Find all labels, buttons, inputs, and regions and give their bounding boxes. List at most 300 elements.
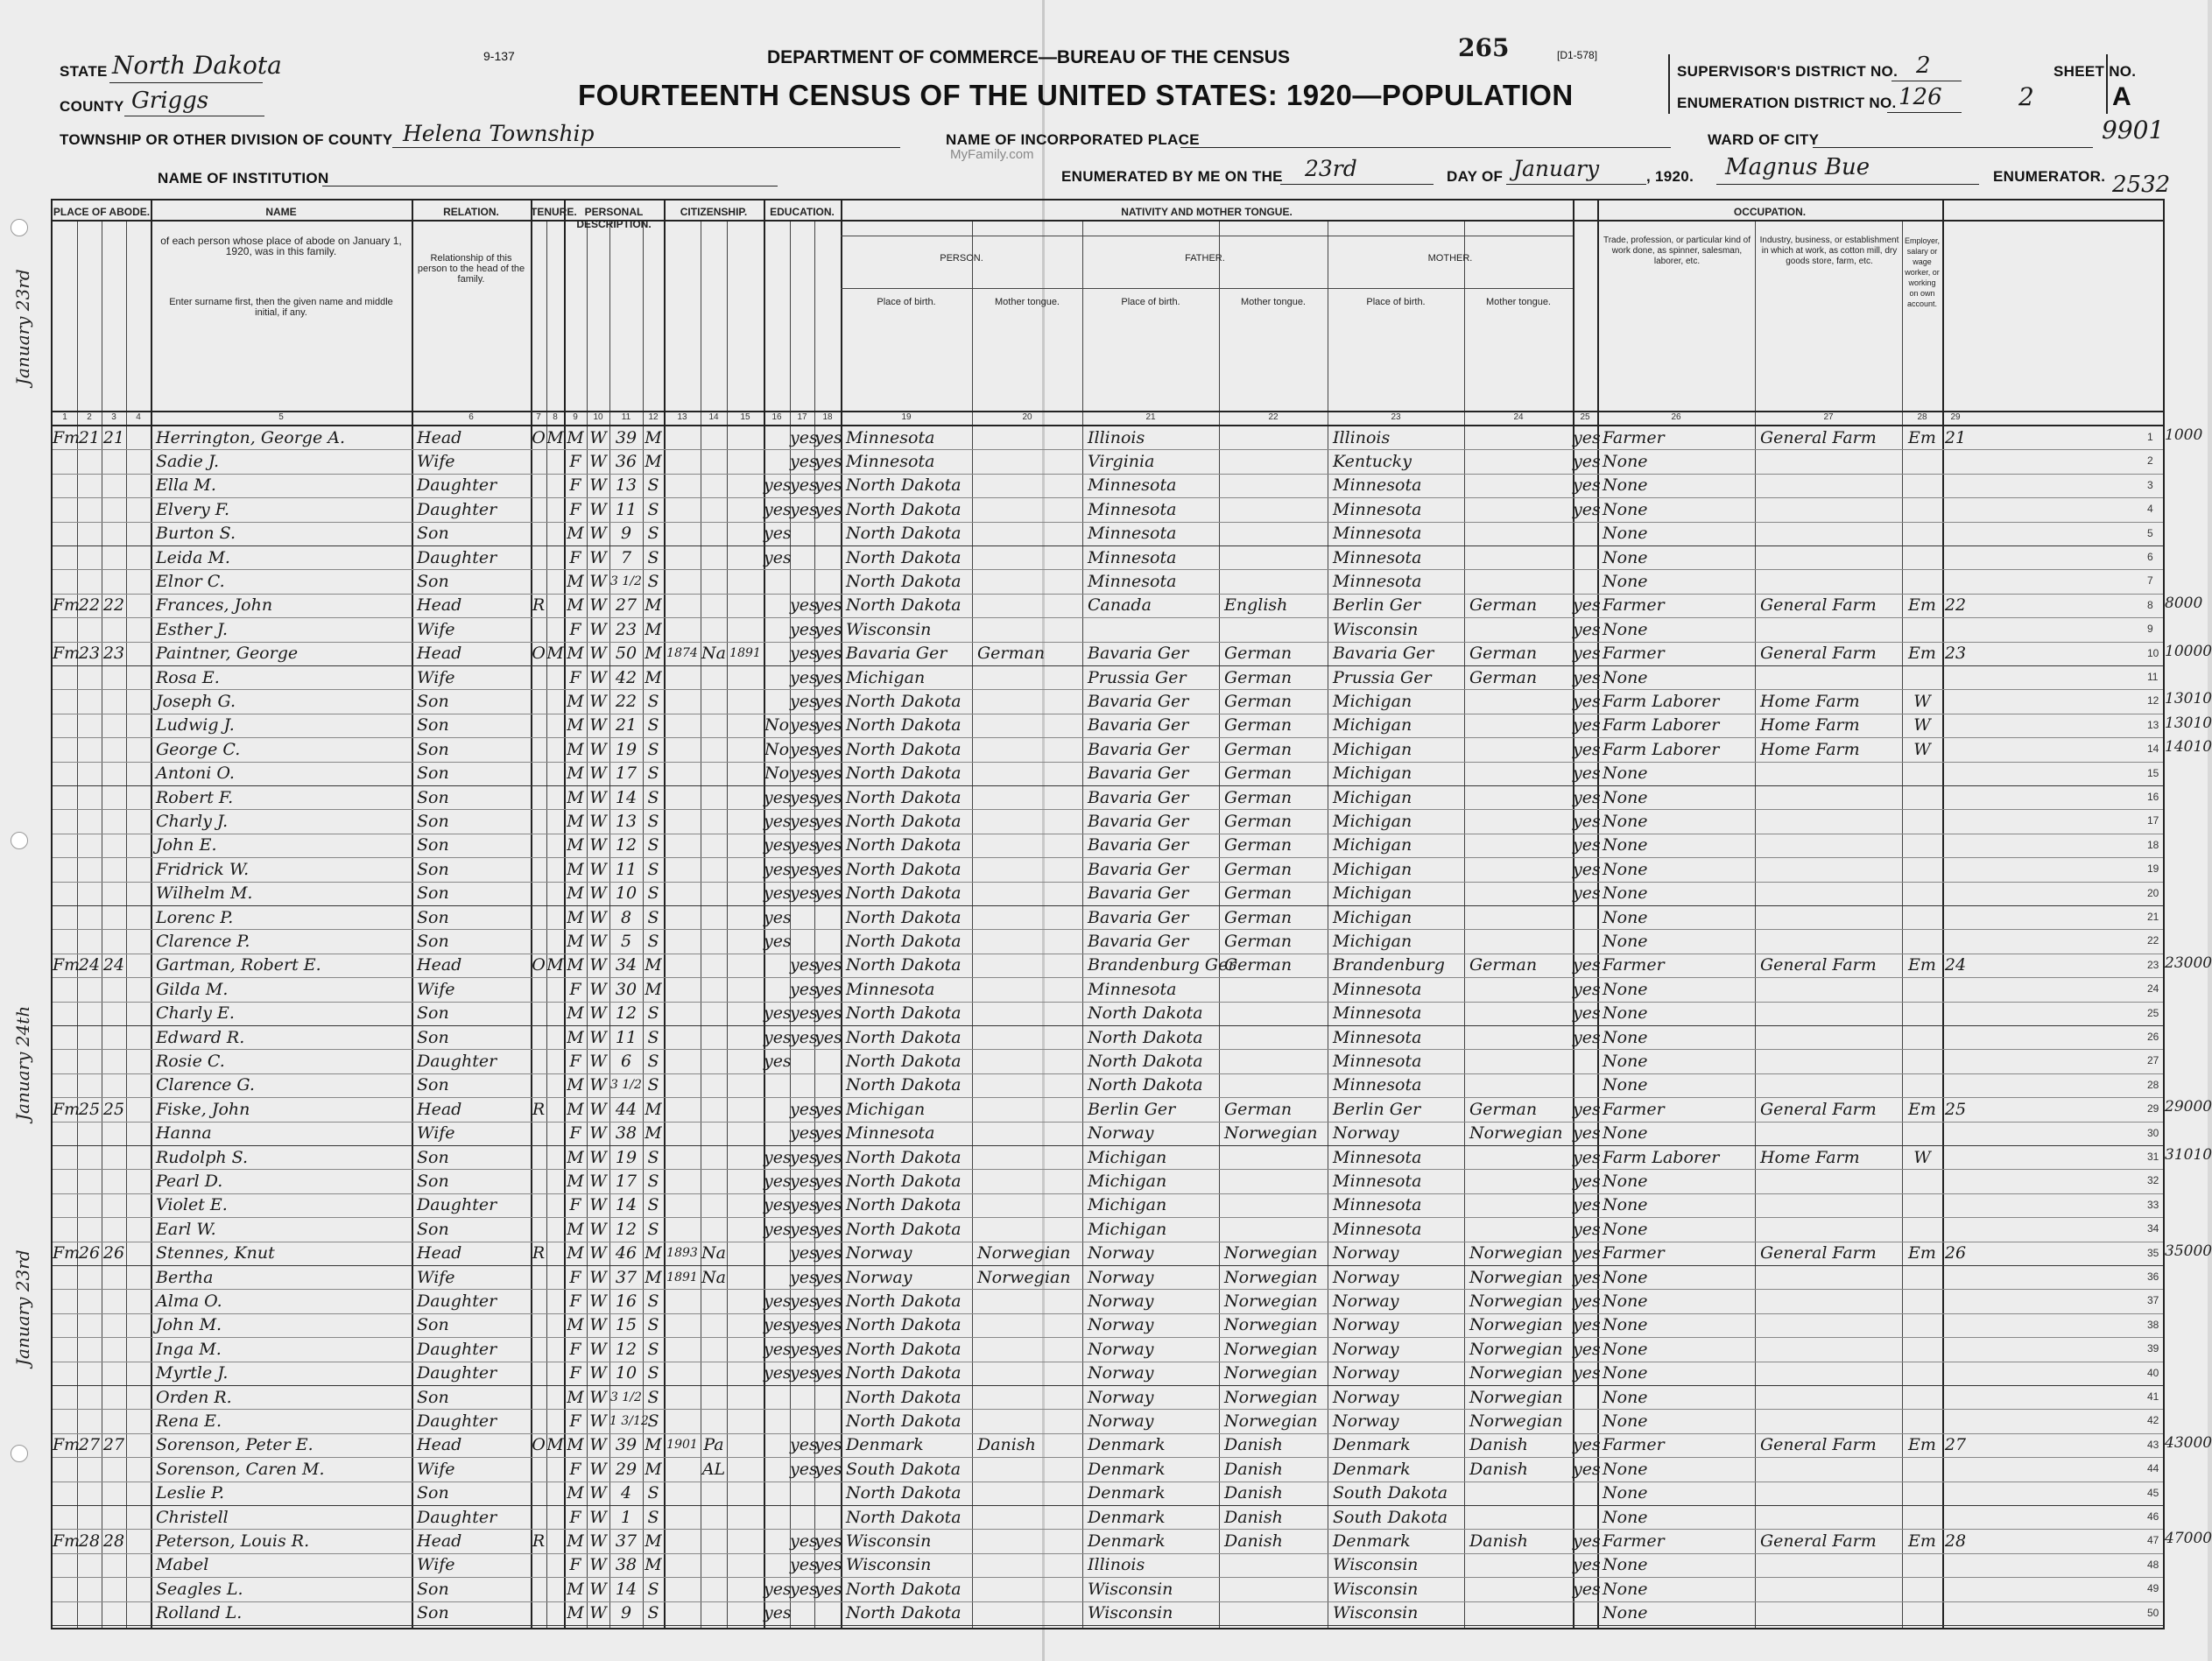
cell-sch: yes <box>764 1147 792 1167</box>
cell-mt <box>977 905 1082 929</box>
cell-natyr <box>727 569 764 593</box>
cell-race: W <box>589 932 607 952</box>
cell-pob: Minnesota <box>846 452 935 472</box>
cell-mpob: Minnesota <box>1333 979 1422 999</box>
cell-ms: S <box>647 1507 659 1527</box>
cell-farm: 24 <box>1944 955 1967 975</box>
cell-natyr <box>727 1073 764 1097</box>
cell-rel: Wife <box>417 452 455 472</box>
cell-rel: Son <box>417 1483 449 1503</box>
cell-own <box>531 1601 546 1625</box>
cell-natyr <box>727 1242 764 1265</box>
cell-sch <box>764 1097 790 1121</box>
cell-mmt <box>1469 785 1573 809</box>
cell-mort <box>546 689 564 713</box>
cell-mt <box>977 1169 1082 1193</box>
row-code: 8000 <box>2165 594 2203 612</box>
cell-fn <box>102 449 126 473</box>
cell-st <box>53 929 77 953</box>
cell-eng: yes <box>1573 1243 1601 1263</box>
cell-nat <box>701 1337 727 1361</box>
cell-fmt <box>1224 617 1328 641</box>
cell-race: W <box>589 1027 607 1047</box>
cell-age: 11 <box>615 859 638 879</box>
sheet-label: SHEET NO. <box>2053 63 2137 80</box>
cell-occ: None <box>1603 835 1648 855</box>
cell-fpob: Wisconsin <box>1088 1579 1173 1599</box>
cell-imm <box>664 665 701 689</box>
cell-age: 12 <box>615 1339 638 1359</box>
cell-read: yes <box>790 1291 818 1312</box>
cell-own <box>531 857 546 881</box>
cell-pob: North Dakota <box>846 932 962 952</box>
cell-mpob: Bavaria Ger <box>1333 644 1434 664</box>
cell-sex: F <box>569 452 581 472</box>
cell-fn <box>102 1049 126 1073</box>
cell-fmt: German <box>1224 787 1293 807</box>
cell-fpob: Denmark <box>1088 1435 1166 1455</box>
cell-sch: yes <box>764 524 792 544</box>
cell-fn <box>102 1265 126 1289</box>
cell-emp: Em <box>1908 955 1936 975</box>
cell-sex: M <box>567 932 584 952</box>
table-row <box>53 1362 2163 1386</box>
cell-fn <box>102 785 126 809</box>
cell-emp <box>1902 1409 1942 1432</box>
cell-age: 3 1/2 <box>610 1390 642 1404</box>
cell-fpob: Canada <box>1088 595 1152 616</box>
cell-pob: North Dakota <box>846 1507 962 1527</box>
cell-rel: Son <box>417 859 449 879</box>
cell-write: yes <box>814 787 842 807</box>
cell-read: yes <box>790 715 818 735</box>
cell-own <box>531 882 546 905</box>
cell-mort <box>546 1289 564 1313</box>
cell-pob: North Dakota <box>846 595 962 616</box>
cell-occ: None <box>1603 1363 1648 1383</box>
line-number: 50 <box>2147 1606 2159 1619</box>
cell-rel: Daughter <box>417 547 497 567</box>
cell-nat <box>701 1193 727 1217</box>
cell-fmt <box>1224 1169 1328 1193</box>
cell-mt <box>977 1337 1082 1361</box>
cell-read: yes <box>790 1027 818 1047</box>
cell-read <box>790 522 814 545</box>
cell-mmt <box>1469 905 1573 929</box>
cell-fmt <box>1224 1025 1328 1049</box>
cell-hn <box>77 737 102 761</box>
cell-own <box>531 1025 546 1049</box>
cell-imm <box>664 977 701 1001</box>
cell-st: Fm <box>53 644 81 664</box>
table-row <box>53 1265 2163 1290</box>
line-number: 39 <box>2147 1342 2159 1355</box>
cell-mt: Norwegian <box>977 1243 1071 1263</box>
cell-natyr <box>727 1025 764 1049</box>
cell-farm <box>1942 1073 1969 1097</box>
cell-read: yes <box>790 1123 818 1144</box>
cell-rel: Son <box>417 715 449 735</box>
cell-race: W <box>589 524 607 544</box>
cell-sex: M <box>567 595 584 616</box>
cell-write: yes <box>814 619 842 639</box>
cell-fmt <box>1224 1073 1328 1097</box>
cell-name: Herrington, George A. <box>156 427 345 447</box>
cell-ind <box>1760 1409 1902 1432</box>
cell-sex: M <box>567 644 584 664</box>
cell-farm: 26 <box>1944 1243 1967 1263</box>
cell-pob: North Dakota <box>846 812 962 832</box>
cell-imm <box>664 882 701 905</box>
cell-age: 7 <box>620 547 632 567</box>
cell-fmt <box>1224 1577 1328 1601</box>
line-number: 15 <box>2147 766 2159 779</box>
cell-fmt: German <box>1224 859 1293 879</box>
cell-fn <box>102 809 126 833</box>
cell-emp <box>1902 1601 1942 1625</box>
cell-imm <box>664 1002 701 1025</box>
cell-fn <box>102 834 126 857</box>
cell-age: 12 <box>615 1003 638 1024</box>
cell-read: yes <box>790 1531 818 1552</box>
cell-eng: yes <box>1573 859 1601 879</box>
cell-farm <box>1942 1265 1969 1289</box>
cell-mt <box>977 737 1082 761</box>
cell-occ: None <box>1603 499 1648 519</box>
cell-natyr <box>727 905 764 929</box>
cell-farm: 21 <box>1944 427 1967 447</box>
cell-nat <box>701 1049 727 1073</box>
cell-read: yes <box>790 595 818 616</box>
cell-own <box>531 1457 546 1481</box>
cell-name: Sorenson, Caren M. <box>156 1459 325 1479</box>
cell-sch: yes <box>764 1315 792 1335</box>
cell-ms: S <box>647 1075 659 1095</box>
cell-occ: None <box>1603 619 1648 639</box>
column-number: 29 <box>1950 412 1961 422</box>
cell-fmt <box>1224 1553 1328 1577</box>
cell-pob: North Dakota <box>846 499 962 519</box>
cell-sex: M <box>567 835 584 855</box>
cell-fn <box>102 474 126 497</box>
cell-mmt: Norwegian <box>1469 1411 1563 1432</box>
cell-own <box>531 1313 546 1337</box>
cell-name: Joseph G. <box>156 692 236 712</box>
cell-own <box>531 1553 546 1577</box>
cell-sex: M <box>567 812 584 832</box>
cell-write: yes <box>814 1363 842 1383</box>
cell-pob: Norway <box>846 1243 912 1263</box>
cell-fn <box>102 929 126 953</box>
cell-mmt: German <box>1469 1099 1538 1119</box>
cell-nat <box>701 1122 727 1145</box>
cell-rel: Daughter <box>417 1411 497 1432</box>
cell-race: W <box>589 1147 607 1167</box>
cell-st: Fm <box>53 955 81 975</box>
column-number: 1 <box>62 412 67 422</box>
cell-st <box>53 1362 77 1385</box>
cell-farm <box>1942 617 1969 641</box>
cell-hn <box>77 1553 102 1577</box>
cell-eng: yes <box>1573 595 1601 616</box>
cell-ms: S <box>647 859 659 879</box>
cell-occ: None <box>1603 1172 1648 1192</box>
cell-read <box>790 1049 814 1073</box>
cell-farm <box>1942 1217 1969 1241</box>
cell-write: yes <box>814 883 842 904</box>
group-heading-abode: PLACE OF ABODE. <box>53 206 151 218</box>
cell-rel: Daughter <box>417 1291 497 1312</box>
cell-hn <box>77 1505 102 1529</box>
cell-sex: F <box>569 667 581 687</box>
cell-hn <box>77 882 102 905</box>
cell-natyr <box>727 1529 764 1552</box>
line-number: 34 <box>2147 1222 2159 1235</box>
table-row <box>53 1169 2163 1193</box>
row-code: 1000 <box>2165 426 2203 444</box>
table-row <box>53 1313 2163 1338</box>
cell-mpob: Michigan <box>1333 859 1412 879</box>
cell-ms: S <box>647 1291 659 1312</box>
cell-emp <box>1902 1169 1942 1193</box>
cell-hn <box>77 1482 102 1505</box>
cell-fmt: Norwegian <box>1224 1291 1318 1312</box>
cell-occ: None <box>1603 1267 1648 1287</box>
cell-fn <box>102 762 126 785</box>
table-row <box>53 857 2163 882</box>
cell-mpob: Minnesota <box>1333 572 1422 592</box>
cell-imm <box>664 1049 701 1073</box>
cell-mmt: Danish <box>1469 1531 1528 1552</box>
cell-fmt: German <box>1224 1099 1293 1119</box>
cell-ms: S <box>647 1172 659 1192</box>
cell-nat <box>701 1145 727 1169</box>
cell-pob: North Dakota <box>846 1195 962 1215</box>
cell-pob: Michigan <box>846 1099 926 1119</box>
cell-read: yes <box>790 1315 818 1335</box>
cell-st <box>53 857 77 881</box>
cell-ms: M <box>645 1531 662 1552</box>
cell-rel: Son <box>417 883 449 904</box>
line-number: 47 <box>2147 1534 2159 1547</box>
cell-write: yes <box>814 1099 842 1119</box>
cell-fmt: Norwegian <box>1224 1363 1318 1383</box>
cell-ind: General Farm <box>1760 1435 1877 1455</box>
cell-eng <box>1573 545 1597 569</box>
cell-sex: M <box>567 1315 584 1335</box>
cell-sch <box>764 1385 790 1409</box>
main-title: FOURTEENTH CENSUS OF THE UNITED STATES: 1920—POPULATION <box>578 79 1574 111</box>
cell-eng <box>1573 1601 1597 1625</box>
cell-race: W <box>589 1339 607 1359</box>
table-row <box>53 1242 2163 1266</box>
column-number: 23 <box>1391 412 1401 422</box>
cell-mmt <box>1469 569 1573 593</box>
cell-fpob: Bavaria Ger <box>1088 715 1189 735</box>
cell-hn <box>77 905 102 929</box>
cell-mort <box>546 1265 564 1289</box>
cell-name: Inga M. <box>156 1339 222 1359</box>
cell-name: Mabel <box>156 1555 209 1575</box>
cell-name: Seagles L. <box>156 1579 243 1599</box>
cell-mpob: Michigan <box>1333 715 1412 735</box>
cell-mt <box>977 882 1082 905</box>
cell-read: yes <box>790 812 818 832</box>
cell-rel: Son <box>417 1315 449 1335</box>
cell-mmt: Norwegian <box>1469 1315 1563 1335</box>
cell-read: yes <box>790 835 818 855</box>
cell-fmt: German <box>1224 812 1293 832</box>
table-row <box>53 1505 2163 1530</box>
cell-st <box>53 1049 77 1073</box>
cell-mort <box>546 905 564 929</box>
cell-hn <box>77 1049 102 1073</box>
cell-age: 38 <box>615 1123 638 1144</box>
cell-own <box>531 522 546 545</box>
cell-st <box>53 1193 77 1217</box>
cell-emp <box>1902 1265 1942 1289</box>
cell-read: yes <box>790 1003 818 1024</box>
cell-natyr: 1891 <box>729 646 761 661</box>
cell-rel: Son <box>417 1147 449 1167</box>
cell-race: W <box>589 1003 607 1024</box>
person-heading: PERSON. <box>940 253 983 264</box>
cell-nat <box>701 497 727 521</box>
group-heading-name: NAME <box>265 206 297 218</box>
cell-mmt <box>1469 714 1573 737</box>
cell-mt <box>977 762 1082 785</box>
cell-mpob: Minnesota <box>1333 524 1422 544</box>
cell-emp <box>1902 545 1942 569</box>
cell-imm <box>664 594 701 617</box>
line-number: 27 <box>2147 1054 2159 1067</box>
cell-nat <box>701 1169 727 1193</box>
cell-sch <box>764 1505 790 1529</box>
cell-emp <box>1902 1553 1942 1577</box>
cell-mt <box>977 1049 1082 1073</box>
cell-mmt <box>1469 1025 1573 1049</box>
table-row <box>53 882 2163 906</box>
cell-sch <box>764 594 790 617</box>
cell-age: 10 <box>615 1363 638 1383</box>
cell-sch <box>764 1265 790 1289</box>
cell-hn <box>77 857 102 881</box>
cell-farm <box>1942 737 1969 761</box>
cell-sch: yes <box>764 859 792 879</box>
line-number: 1 <box>2147 431 2153 443</box>
cell-age: 17 <box>615 764 638 784</box>
enumerator-label: ENUMERATOR. <box>1993 168 2106 185</box>
cell-fmt: Danish <box>1224 1435 1283 1455</box>
cell-eng <box>1573 1482 1597 1505</box>
cell-name: Ella M. <box>156 475 216 496</box>
cell-ms: M <box>645 955 662 975</box>
cell-eng: yes <box>1573 1147 1601 1167</box>
cell-pob: Wisconsin <box>846 619 932 639</box>
cell-imm <box>664 737 701 761</box>
cell-age: 12 <box>615 1219 638 1239</box>
cell-rel: Daughter <box>417 1507 497 1527</box>
cell-race: W <box>589 427 607 447</box>
cell-eng: yes <box>1573 1339 1601 1359</box>
cell-emp <box>1902 1025 1942 1049</box>
cell-natyr <box>727 689 764 713</box>
cell-fn <box>102 1362 126 1385</box>
cell-fmt: Norwegian <box>1224 1243 1318 1263</box>
cell-natyr <box>727 1289 764 1313</box>
cell-sch <box>764 569 790 593</box>
cell-occ: Farmer <box>1603 1531 1665 1552</box>
cell-fn: 25 <box>102 1099 125 1119</box>
cell-emp: W <box>1913 715 1931 735</box>
cell-fn <box>102 569 126 593</box>
cell-rel: Son <box>417 739 449 759</box>
cell-natyr <box>727 594 764 617</box>
cell-emp <box>1902 569 1942 593</box>
cell-imm <box>664 954 701 977</box>
cell-write: yes <box>814 1027 842 1047</box>
margin-note-3: January 23rd <box>12 1249 33 1366</box>
line-number: 26 <box>2147 1031 2159 1043</box>
cell-own <box>531 1289 546 1313</box>
cell-name: Stennes, Knut <box>156 1243 275 1263</box>
cell-ms: S <box>647 1339 659 1359</box>
cell-sex: M <box>567 1387 584 1407</box>
cell-sex: F <box>569 979 581 999</box>
cell-farm <box>1942 545 1969 569</box>
cell-ms: S <box>647 572 659 592</box>
cell-own: R <box>532 1099 546 1119</box>
cell-mort <box>546 1097 564 1121</box>
cell-emp <box>1902 522 1942 545</box>
cell-sch: yes <box>764 1339 792 1359</box>
cell-nat <box>701 785 727 809</box>
cell-name: Esther J. <box>156 619 229 639</box>
place-of-birth-heading: Place of birth. <box>1121 297 1180 307</box>
cell-ind <box>1760 857 1902 881</box>
cell-sex: F <box>569 1267 581 1287</box>
cell-pob: North Dakota <box>846 907 962 927</box>
table-row <box>53 449 2163 474</box>
cell-fpob: Minnesota <box>1088 979 1177 999</box>
cell-sch: yes <box>764 1195 792 1215</box>
cell-rel: Son <box>417 1219 449 1239</box>
cell-hn <box>77 1601 102 1625</box>
cell-hn <box>77 809 102 833</box>
cell-mt <box>977 497 1082 521</box>
cell-mort <box>546 834 564 857</box>
line-number: 21 <box>2147 911 2159 923</box>
father-heading: FATHER. <box>1185 253 1225 264</box>
cell-rel: Wife <box>417 1459 455 1479</box>
cell-emp <box>1902 1193 1942 1217</box>
cell-mpob: South Dakota <box>1333 1483 1448 1503</box>
cell-pob: North Dakota <box>846 1075 962 1095</box>
cell-race: W <box>589 1555 607 1575</box>
cell-sex: M <box>567 787 584 807</box>
cell-own <box>531 1217 546 1241</box>
cell-natyr <box>727 1337 764 1361</box>
table-row <box>53 1122 2163 1146</box>
cell-name: Bertha <box>156 1267 214 1287</box>
cell-ind <box>1760 545 1902 569</box>
cell-race: W <box>589 859 607 879</box>
cell-read: yes <box>790 619 818 639</box>
cell-emp: Em <box>1908 595 1936 616</box>
cell-name: Lorenc P. <box>156 907 234 927</box>
enumerator-note: 2532 <box>2112 172 2171 198</box>
cell-own <box>531 449 546 473</box>
